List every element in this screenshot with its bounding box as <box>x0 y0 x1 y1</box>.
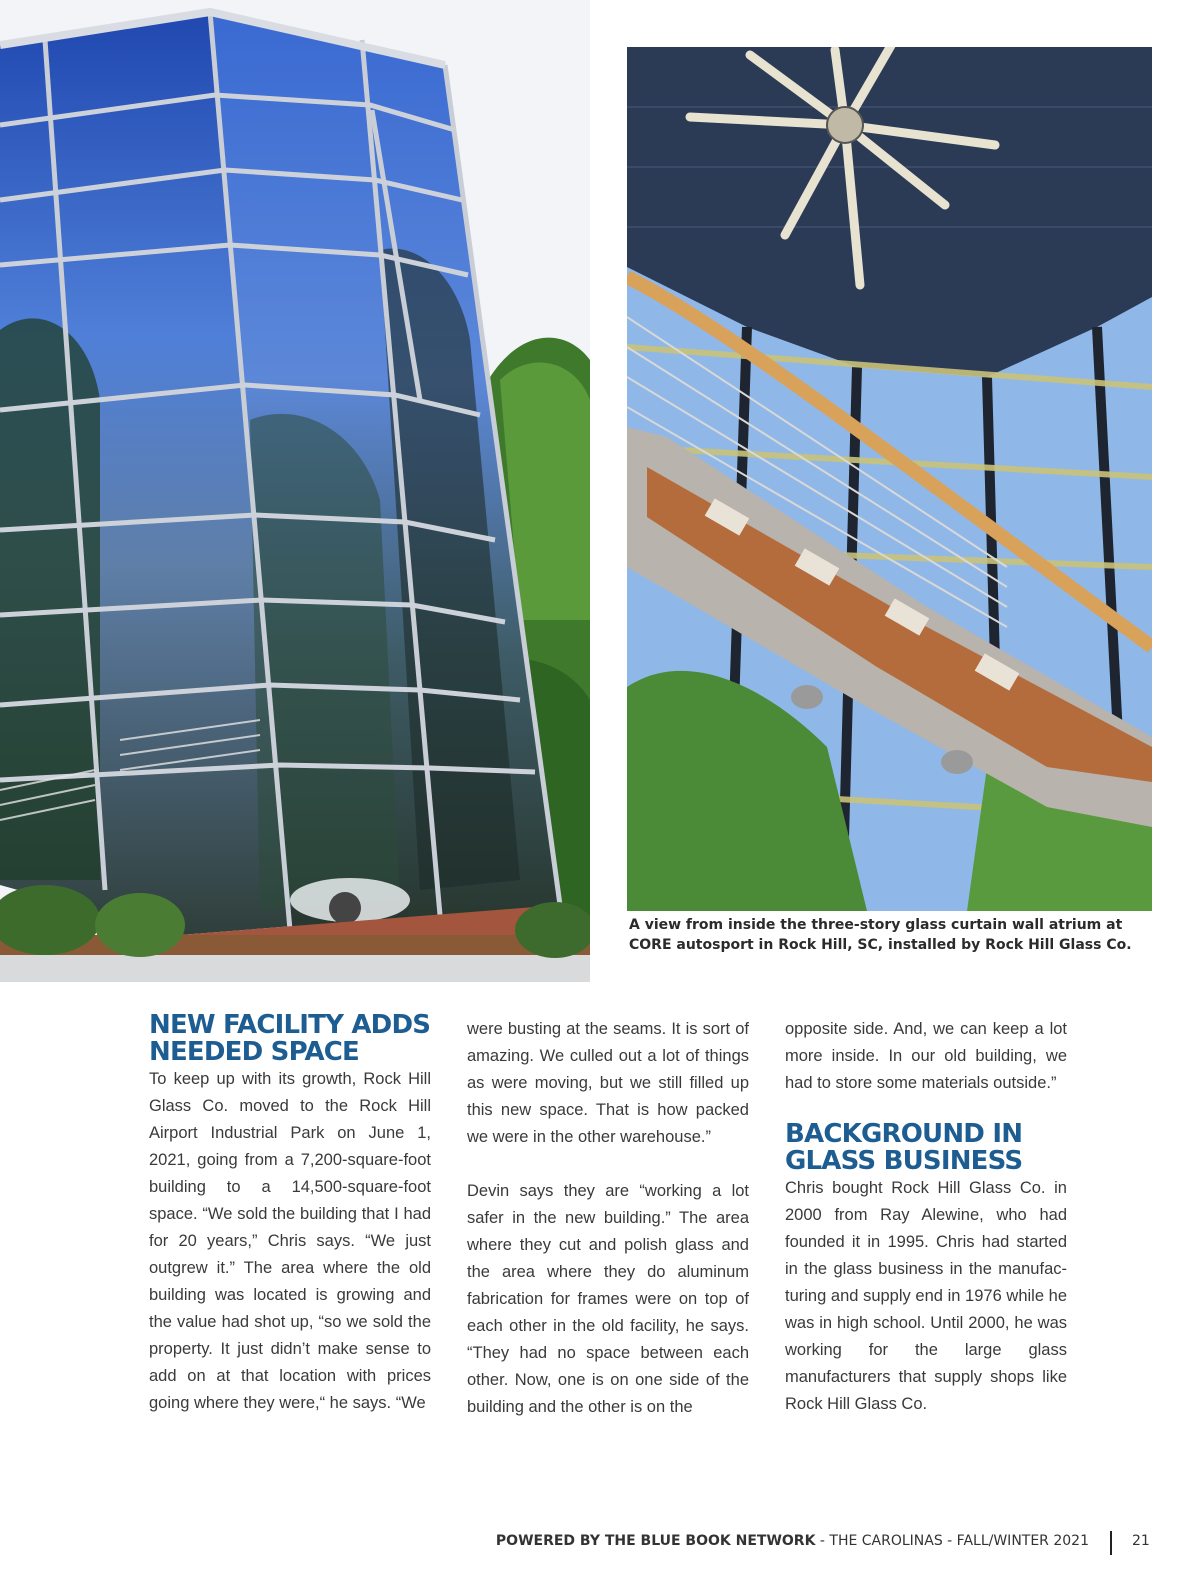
footer-brand: POWERED BY THE BLUE BOOK NETWORK <box>495 1533 816 1549</box>
body-paragraph: opposite side. And, we can keep a lot more inside. In our old building, we had to store some materials outside.” <box>785 1020 1067 1092</box>
page-footer <box>496 1533 1089 1549</box>
body-paragraph: were busting at the seams. It is sort of amazing. We culled out a lot of things as were moving, but we still filled up this new space. That is how packed we were in the other warehouse.” <box>467 1020 749 1146</box>
section-heading: NEW FACILITY ADDS NEEDED SPACE <box>149 1010 431 1067</box>
photo-glass-tower <box>0 0 590 982</box>
glass-tower-illustration <box>0 0 590 982</box>
article-column-3 <box>785 1016 1067 1418</box>
body-paragraph: To keep up with its growth, Rock Hill Glass Co. moved to the Rock Hill Airport Industrial Park on June 1, 2021, going from a 7,200-square-foot building to a 14,500-square-foot space. “We sold the building that I had for 20 years,” Chris says. “We just outgrew it.” The area where the old building was located is growing and the value had shot up, “so we sold the property. It just didn’t make sense to add on at that location with prices going where they were,“ he says. “We <box>149 1070 431 1412</box>
footer-edition: - THE CAROLINAS - FALL/WINTER 2021 <box>815 1533 1089 1549</box>
article-column-2 <box>467 1016 749 1421</box>
photo-caption: A view from inside the three-story glass curtain wall atrium at CORE autosport in Rock Hill, SC, installed by Rock Hill Glass Co. <box>629 917 1132 953</box>
page-number: 21 <box>1132 1533 1150 1549</box>
article-column-1 <box>149 1012 431 1417</box>
body-paragraph: Chris bought Rock Hill Glass Co. in 2000 from Ray Alewine, who had founded it in 1995. Chris had started in the glass business in the manufac-turing and supply end in 1976 while he was in high school. Until 2000, he was working for the large glass manufacturers that supply shops like Rock Hill Glass Co. <box>785 1179 1067 1413</box>
footer-divider <box>1110 1531 1112 1555</box>
section-heading: BACKGROUND IN GLASS BUSINESS <box>785 1119 1023 1176</box>
photo-atrium-interior <box>627 47 1152 911</box>
body-paragraph: Devin says they are “working a lot safer in the new building.” The area where they cut and polish glass and the area where they do aluminum fabrication for frames were on top of each other in the old facility, he says. “They had no space between each other. Now, one is on one side of the building and the other is on the <box>467 1182 749 1416</box>
atrium-illustration <box>627 47 1152 911</box>
